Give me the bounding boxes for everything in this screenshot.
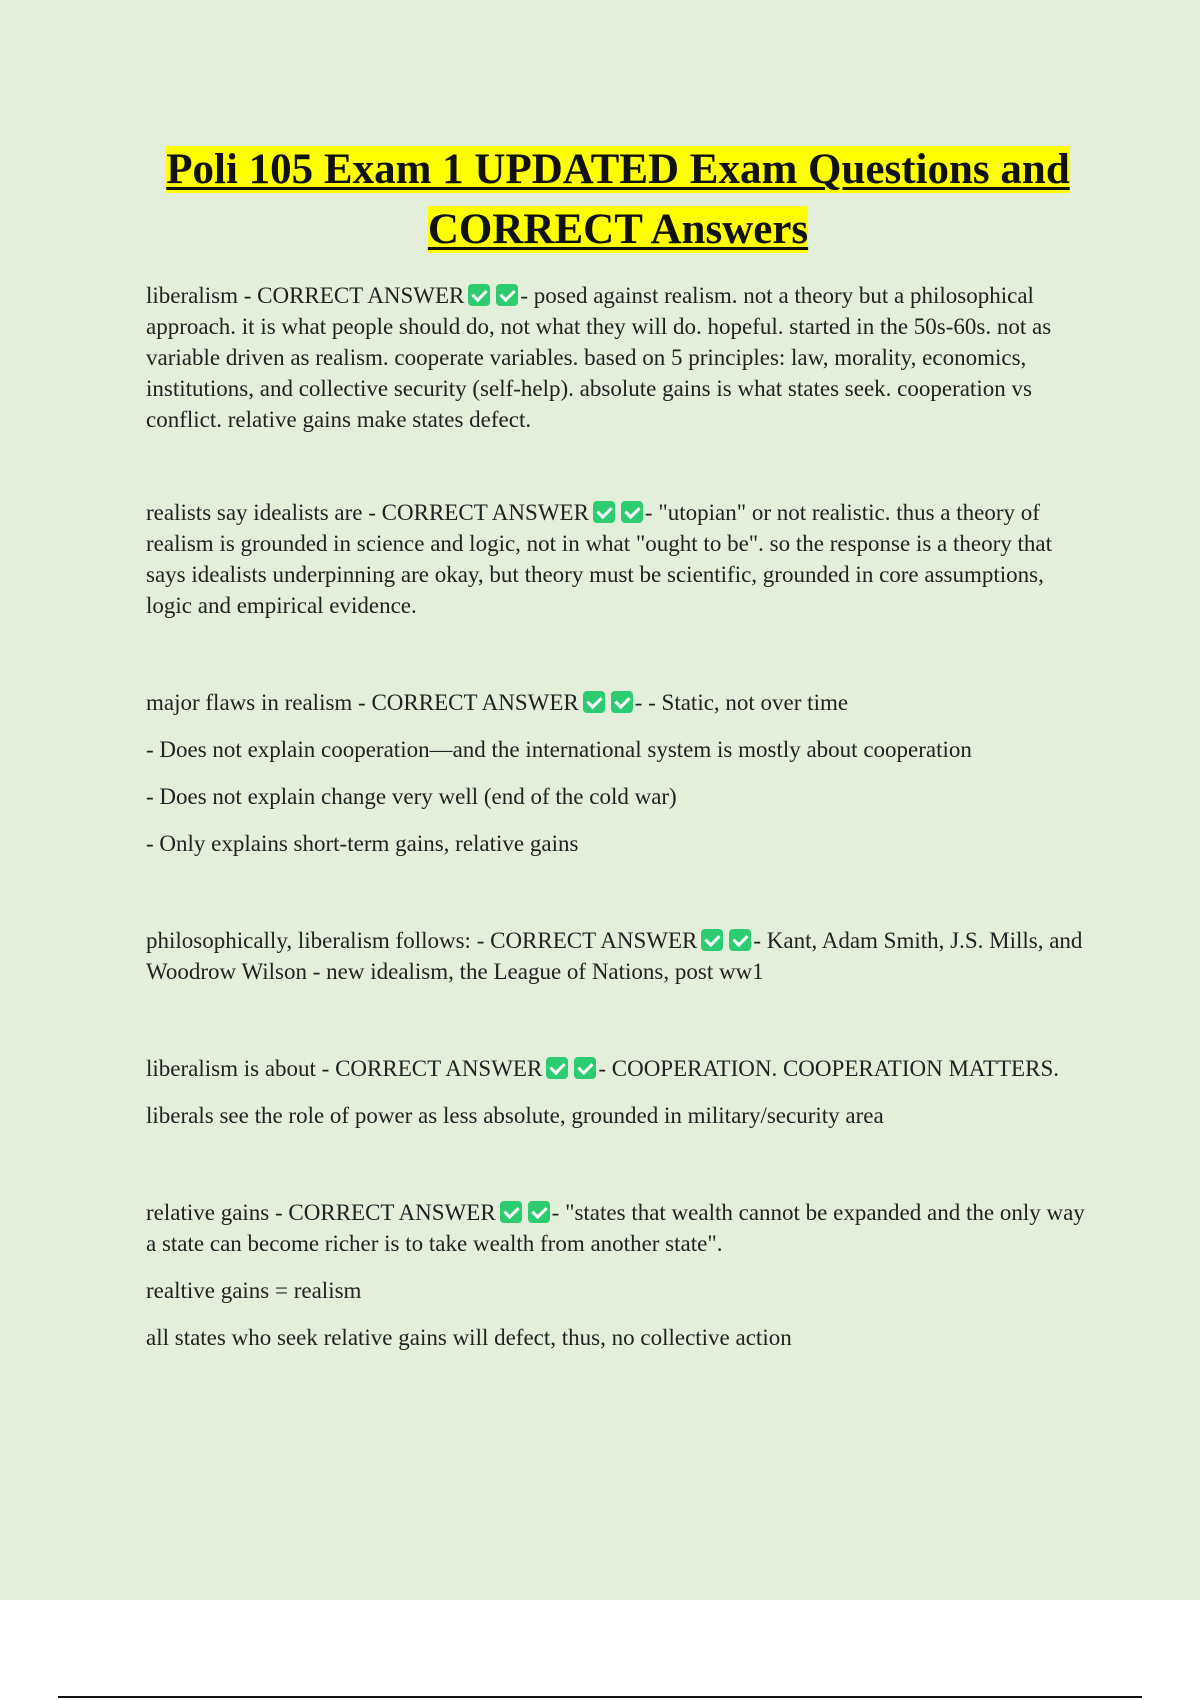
check-mark-icon — [528, 1201, 550, 1223]
document-content — [146, 140, 1090, 1353]
qa-answer: - "states that wealth cannot be expanded and the only way a state can become richer is to take wealth from another state". — [146, 1200, 1085, 1256]
qa-extra-line: - Only explains short-term gains, relative gains — [146, 831, 579, 856]
qa-item-6 — [146, 1197, 1090, 1353]
qa-item-1 — [146, 280, 1090, 435]
qa-question: relative gains - CORRECT ANSWER — [146, 1200, 496, 1225]
qa-question: philosophically, liberalism follows: - CORRECT ANSWER — [146, 928, 698, 953]
check-mark-icon — [468, 284, 490, 306]
qa-question-answer — [146, 497, 1090, 621]
qa-question-answer — [146, 1197, 1090, 1259]
qa-question: liberalism - CORRECT ANSWER — [146, 283, 465, 308]
qa-extra-line: realtive gains = realism — [146, 1278, 362, 1303]
qa-question-answer — [146, 925, 1090, 987]
qa-question-answer — [146, 1053, 1090, 1084]
qa-item-5 — [146, 1053, 1090, 1131]
qa-question: liberalism is about - CORRECT ANSWER — [146, 1056, 543, 1081]
check-mark-icon — [593, 501, 615, 523]
qa-answer: - posed against realism. not a theory but a philosophical approach. it is what people should do, not what they will do. hopeful. started in the 50s-60s. not as variable driven as realism. cooperate variables. based on 5 principles: law, morality, economics, institutions, and collective security (self-help). absolute gains is what states seek. cooperation vs conflict. relative gains make states defect. — [146, 283, 1052, 432]
qa-question-answer — [146, 687, 1090, 718]
check-mark-icon — [729, 929, 751, 951]
qa-extra-line: - Does not explain change very well (end of the cold war) — [146, 784, 677, 809]
qa-extra-line: all states who seek relative gains will defect, thus, no collective action — [146, 1325, 792, 1350]
check-mark-icon — [500, 1201, 522, 1223]
document-title — [146, 140, 1090, 260]
check-mark-icon — [496, 284, 518, 306]
qa-answer: - COOPERATION. COOPERATION MATTERS. — [598, 1056, 1059, 1081]
check-mark-icon — [583, 691, 605, 713]
qa-item-2 — [146, 497, 1090, 621]
qa-question: realists say idealists are - CORRECT ANSWER — [146, 500, 589, 525]
check-mark-icon — [574, 1057, 596, 1079]
qa-extra-line: - Does not explain cooperation—and the international system is mostly about cooperation — [146, 737, 972, 762]
check-mark-icon — [611, 691, 633, 713]
qa-question-answer — [146, 280, 1090, 435]
qa-item-4 — [146, 925, 1090, 987]
check-mark-icon — [546, 1057, 568, 1079]
qa-answer: - Kant, Adam Smith, J.S. Mills, and Woodrow Wilson - new idealism, the League of Nations, post ww1 — [146, 928, 1083, 984]
qa-answer: - - Static, not over time — [634, 690, 849, 715]
qa-answer: - "utopian" or not realistic. thus a theory of realism is grounded in science and logic, not in what "ought to be". so the response is a theory that says idealists underpinning are okay, but theory must be scientific, grounded in core assumptions, logic and empirical evidence. — [146, 500, 1052, 618]
qa-item-3 — [146, 687, 1090, 859]
qa-extra-line: liberals see the role of power as less absolute, grounded in military/security area — [146, 1103, 884, 1128]
qa-question: major flaws in realism - CORRECT ANSWER — [146, 690, 579, 715]
check-mark-icon — [621, 501, 643, 523]
check-mark-icon — [701, 929, 723, 951]
document-title-text: Poli 105 Exam 1 UPDATED Exam Questions and CORRECT Answers — [166, 146, 1070, 253]
footer-divider — [58, 1696, 1142, 1698]
